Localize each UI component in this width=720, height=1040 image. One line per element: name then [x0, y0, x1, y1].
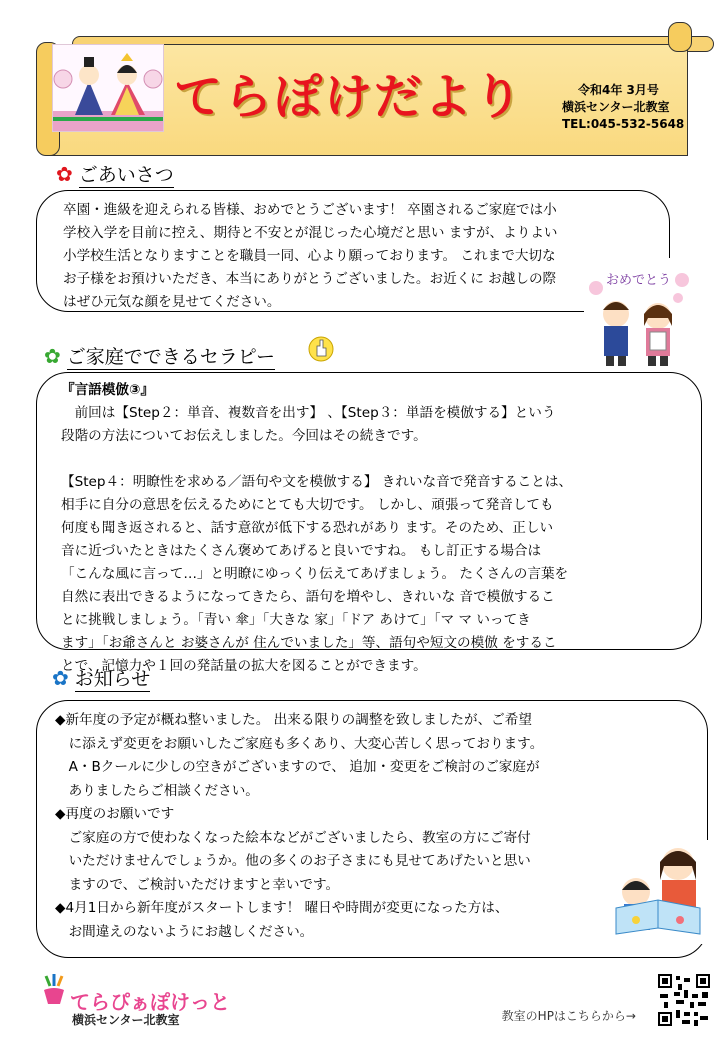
therapy-line: 自然に表出できるようになってきたら、語句を増やし、きれいな 音で模倣するこ	[61, 589, 555, 605]
classroom-name: 横浜センター北教室	[562, 100, 670, 114]
greeting-box	[36, 190, 670, 312]
issue-info	[562, 82, 684, 133]
therapy-line	[61, 448, 681, 471]
notice-line: お間違えのないようにお越しください。	[55, 923, 314, 940]
greeting-line: はぜひ元気な顔を見せてください。	[63, 294, 281, 310]
notice-text	[55, 709, 655, 944]
notice-line: ◆新年度の予定が概ね整いました。 出来る限りの調整を致しましたが、ご希望	[55, 712, 532, 728]
therapy-line: 何度も聞き返されると、話す意欲が低下する恐れがあり ます。そのため、正しい	[61, 520, 554, 536]
therapy-line: ます」「お爺さんと お婆さんが 住んでいました」等、語句や短文の模倣 をするこ	[61, 635, 557, 651]
therapy-line: 音に近づいたときはたくさん褒めてあげると良いですね。 もし訂正する場合は	[61, 543, 542, 559]
therapy-subtitle: 『言語模倣③』	[61, 382, 155, 398]
logo-mark-icon	[40, 972, 68, 1008]
flower-red-icon: ✿	[56, 162, 73, 186]
flower-green-icon: ✿	[44, 344, 61, 368]
greeting-line: 卒園・進級を迎えられる皆様、おめでとうございます！ 卒園されるご家庭では小	[63, 202, 557, 218]
greeting-heading: ✿ ごあいさつ	[56, 162, 174, 186]
newsletter-title: てらぽけだより	[174, 69, 525, 125]
therapy-line: 「こんな風に言って…」と明瞭にゆっくり伝えてあげましょう。 たくさんの言葉を	[61, 566, 569, 582]
greeting-line: お子様をお預けいただき、本当にありがとうございました。お近くに お越しの際	[63, 271, 557, 287]
issue-date: 令和4年 3月号	[578, 83, 659, 97]
logo-text: てらぴぁぽけっと	[70, 990, 230, 1014]
notice-line: A・Bクールに少しの空きがございますので、 追加・変更をご検討のご家庭が	[55, 759, 540, 775]
congrats-banner-text: おめでとう	[606, 273, 672, 288]
greeting-line: 学校入学を目前に控え、期待と不安とが混じった心境だと思い ますが、よりよい	[63, 225, 558, 241]
greeting-text	[63, 199, 663, 314]
notice-line: ◆4月1日から新年度がスタートします！ 曜日や時間が変更になった方は、	[55, 900, 509, 916]
therapy-line: 前回は【Step２：単音、複数音を出す】 、【Step３：単語を模倣する】という	[61, 405, 556, 421]
flower-blue-icon: ✿	[52, 666, 69, 690]
notice-line: ますので、ご検討いただけますと幸いです。	[55, 876, 340, 893]
therapy-line: とに挑戦しましょう。「青い 傘」「大きな 家」「ドア あけて」「マ マ いってき	[61, 612, 531, 628]
qr-code-icon[interactable]	[656, 972, 712, 1028]
graduation-kids-illustration	[584, 258, 694, 370]
notice-line: ご家庭の方で使わなくなった絵本などがございましたら、教室の方にご寄付	[55, 829, 531, 846]
notice-line: に添えず変更をお願いしたご家庭も多くあり、大変心苦しく思っております。	[55, 735, 544, 752]
logo-subtext: 横浜センター北教室	[72, 1013, 180, 1027]
notice-line: ありましたらご相談ください。	[55, 782, 259, 799]
pointing-hand-icon	[308, 334, 334, 364]
reading-children-illustration	[612, 840, 708, 944]
therapy-line: 相手に自分の意思を伝えるためにとても大切です。 しかし、頑張って発音しても	[61, 497, 554, 513]
homepage-caption: 教室のHPはこちらから→	[501, 1009, 636, 1023]
therapy-line: 段階の方法についてお伝えしました。今回はその続きです。	[61, 428, 427, 444]
therapy-line: 【Step４：明瞭性を求める／語句や文を模倣する】 きれいな音で発音することは、	[61, 474, 573, 490]
therapy-box	[36, 372, 702, 674]
hina-dolls-illustration	[52, 44, 164, 132]
scroll-right-curl	[668, 22, 692, 52]
phone-number: TEL:045-532-5648	[562, 117, 685, 131]
notice-box	[36, 700, 708, 958]
therapy-text	[61, 379, 681, 678]
therapy-heading: ✿ ご家庭でできるセラピー	[44, 344, 276, 368]
notice-heading: ✿ お知らせ	[52, 666, 151, 690]
therapy-line: とで、記憶力や１回の発話量の拡大を図ることができます。	[61, 658, 427, 674]
notice-line: ◆再度のお願いです	[55, 806, 175, 822]
notice-line: いただけませんでしょうか。他の多くのお子さまにも見せてあげたいと思い	[55, 853, 531, 869]
greeting-line: 小学校生活となりますことを職員一同、心より願っております。 これまで大切な	[63, 248, 556, 264]
